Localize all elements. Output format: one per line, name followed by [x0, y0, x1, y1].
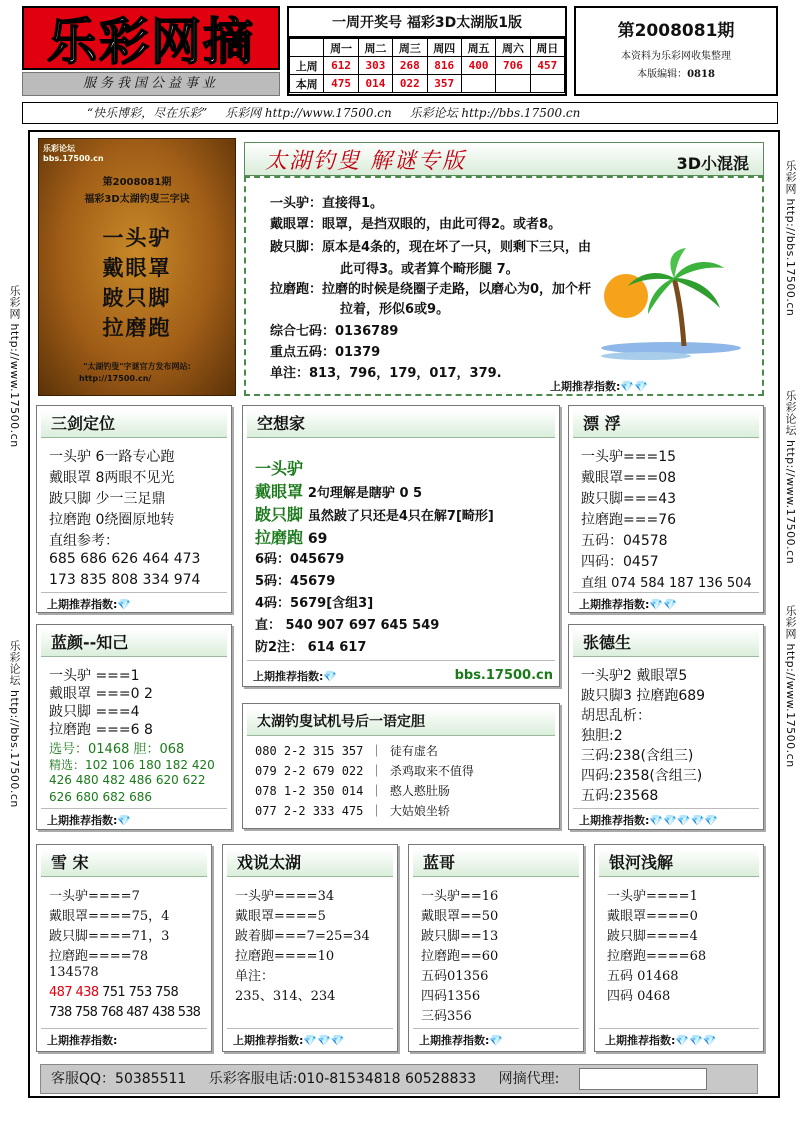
list-item: 拉磨跑===76	[581, 512, 677, 528]
issue-box	[574, 6, 778, 96]
draw-number: 816	[427, 57, 461, 75]
list-item: 跛只脚==13	[421, 929, 499, 944]
divider	[227, 1028, 393, 1029]
list-item: 235、314、234	[235, 989, 336, 1004]
list-item: 一头驴===15	[581, 449, 677, 465]
rec-index: 上期推荐指数:💎	[47, 814, 132, 827]
list-item: 拉磨跑====68	[607, 949, 707, 964]
draw-number: 706	[496, 57, 530, 75]
list-item: 五码 01468	[607, 969, 679, 984]
list-item: 拉磨跑==60	[421, 949, 499, 964]
list-item: 防2注： 614 617	[255, 640, 367, 655]
box-xishuo	[222, 844, 398, 1052]
diamond-icon: 💎💎💎💎💎	[649, 814, 718, 827]
list-item: 跛只脚===43	[581, 491, 677, 507]
list-item: 跛只脚3 拉磨跑689	[581, 688, 706, 704]
taihu-line: 戴眼罩：眼罩，是挡双眼的，由此可得2。或者8。	[270, 217, 562, 232]
list-item: 685 686 626 464 473	[49, 551, 201, 567]
list-item: 三码:238(含组三)	[581, 748, 694, 764]
list-item: 戴眼罩===08	[581, 470, 677, 486]
table-row: 078 1-2 350 014 ｜ 憨人憨肚肠	[255, 784, 450, 798]
footer-bar	[40, 1064, 758, 1094]
list-item: 一头驴====7	[49, 889, 140, 904]
box-lange	[408, 844, 584, 1052]
list-item: 173 835 808 334 974	[49, 572, 201, 588]
book-issue: 第2008081期	[102, 177, 172, 188]
list-item: 五码：04578	[581, 533, 668, 549]
divider	[41, 592, 227, 593]
list-item: 跛只脚 ===4	[49, 704, 140, 720]
diamond-icon: 💎💎💎	[303, 1034, 345, 1047]
list-item: 戴眼罩 ===0 2	[49, 686, 153, 702]
service-qq: 客服QQ：50385511	[51, 1071, 187, 1087]
box-piaofu	[568, 405, 764, 613]
draw-number	[461, 75, 495, 93]
list-item: 一头驴====1	[607, 889, 698, 904]
divider	[413, 1028, 579, 1029]
list-item: 426 480 482 486 620 622	[49, 773, 206, 787]
row-label: 本周	[290, 75, 324, 93]
taihu-line: 拉着，形似6或9。	[340, 302, 450, 317]
riddle-book-image	[38, 138, 236, 396]
draw-number	[530, 75, 564, 93]
list-item: 五码01356	[421, 969, 489, 984]
list-item: 626 680 682 686	[49, 790, 153, 804]
day-header: 周四	[427, 39, 461, 57]
book-publisher: "太湖钓叟"字谜官方发布网站:	[83, 362, 191, 371]
list-item: 直组 074 584 187 136 504	[581, 576, 752, 591]
list-item: 戴眼罩====5	[235, 909, 326, 924]
taihu-line: 单注：813，796，179，017，379.	[270, 366, 502, 381]
list-item: 134578	[49, 965, 99, 980]
draw-number: 014	[358, 75, 392, 93]
list-item: 一头驴	[255, 459, 304, 478]
draw-number	[496, 75, 530, 93]
table-row: 077 2-2 333 475 ｜ 大姑娘坐轿	[255, 804, 450, 818]
draw-number: 022	[393, 75, 427, 93]
draw-number: 457	[530, 57, 564, 75]
agent-field[interactable]	[579, 1068, 707, 1090]
box-shihao	[242, 703, 560, 829]
taihu-line: 此可得3。或者算个畸形腿 7。	[340, 262, 519, 277]
divider	[41, 808, 227, 809]
weekly-draw-table	[287, 6, 567, 96]
taihu-tag: 3D小混混	[676, 154, 749, 173]
side-text-right-bottom: 乐彩网 http://www.17500.cn	[784, 605, 797, 768]
list-item: 四码:2358(含组三)	[581, 768, 703, 784]
list-item: 一头驴 ===1	[49, 668, 140, 684]
book-stamp: 乐彩论坛	[43, 144, 75, 153]
diamond-icon: 💎	[117, 814, 132, 827]
taihu-line: 一头驴：直接得1。	[270, 196, 384, 211]
draw-number: 400	[461, 57, 495, 75]
source-note: 本资料为乐彩网收集整理	[621, 51, 731, 62]
diamond-icon: 💎💎💎	[675, 1034, 717, 1047]
diamond-icon: 💎💎	[620, 380, 648, 393]
list-item: 直组参考：	[49, 533, 119, 549]
issue-number: 第2008081期	[617, 21, 735, 41]
box-kongxiang	[242, 405, 560, 687]
rec-index: 上期推荐指数:💎💎💎💎💎	[579, 814, 718, 827]
row-label: 上周	[290, 57, 324, 75]
list-item: 拉磨跑====78	[49, 949, 149, 964]
list-item: 胡思乱析：	[581, 708, 651, 724]
taihu-line: 重点五码：01379	[270, 345, 381, 360]
palm-tree-icon	[586, 248, 756, 363]
side-text-right-mid: 乐彩论坛 http://www.17500.cn	[784, 390, 797, 565]
book-riddle: 跛只脚	[102, 285, 172, 310]
box-title: 张德生	[573, 629, 759, 657]
book-riddles	[43, 223, 231, 343]
site-link[interactable]: 乐彩网 http://www.17500.cn	[225, 106, 392, 120]
side-text-left-top: 乐彩网 http://www.17500.cn	[8, 285, 21, 448]
motto: “快乐博彩，尽在乐彩”	[87, 106, 208, 120]
box-title: 空想家	[247, 410, 555, 438]
list-item: 4码：5679[含组3]	[255, 596, 374, 611]
draw-number: 268	[393, 57, 427, 75]
list-item: 三码356	[421, 1009, 472, 1024]
divider	[573, 592, 759, 593]
rec-index: 上期推荐指数:💎💎	[579, 598, 677, 611]
box-lanyan	[36, 624, 232, 830]
draw-number: 475	[324, 75, 358, 93]
editor-line: 本版编辑：0818	[637, 69, 715, 80]
book-stamp-url: bbs.17500.cn	[43, 154, 104, 163]
list-item: 跛只脚====4	[607, 929, 698, 944]
list-item: 戴眼罩 2句理解是瞎驴 0 5	[255, 482, 423, 501]
list-item: 跛只脚====71，3	[49, 929, 170, 944]
rec-index: 上期推荐指数:💎	[47, 598, 132, 611]
box-zhangdesheng	[568, 624, 764, 830]
taihu-rec: 上期推荐指数:💎💎	[550, 380, 648, 393]
draw-number: 303	[358, 57, 392, 75]
list-item: 四码1356	[421, 989, 481, 1004]
divider	[573, 808, 759, 809]
diamond-icon: 💎	[117, 598, 132, 611]
taihu-panel-body	[244, 176, 764, 396]
list-item: 精选：102 106 180 182 420	[49, 758, 215, 772]
logo: 乐彩网摘	[22, 6, 280, 70]
list-item: 487 438 751 753 758	[49, 985, 179, 1000]
day-header: 周一	[324, 39, 358, 57]
list-item: 738 758 768 487 438 538	[49, 1005, 201, 1020]
list-item: 5码：45679	[255, 574, 336, 589]
day-header: 周二	[358, 39, 392, 57]
book-riddle: 戴眼罩	[102, 255, 172, 280]
box-yinhe	[594, 844, 764, 1052]
box-title: 三剑定位	[41, 410, 227, 438]
table-corner	[290, 39, 324, 57]
diamond-icon: 💎💎	[649, 598, 677, 611]
list-item: 拉磨跑====10	[235, 949, 335, 964]
taihu-line: 跛只脚：原本是4条的，现在坏了一只，则剩下三只，由	[270, 240, 592, 255]
list-item: 一头驴==16	[421, 889, 499, 904]
box-title: 漂 浮	[573, 410, 759, 438]
list-item: 戴眼罩====0	[607, 909, 698, 924]
divider	[599, 1028, 759, 1029]
side-text-right-top: 乐彩网 http://bbs.17500.cn	[784, 160, 797, 317]
rec-index: 上期推荐指数:💎💎💎	[605, 1034, 717, 1047]
slogan: 服务我国公益事业	[22, 72, 280, 96]
draw-table	[289, 38, 565, 93]
list-item: 戴眼罩====75，4	[49, 909, 170, 924]
list-item: 直： 540 907 697 645 549	[255, 618, 440, 633]
list-item: 拉磨跑 ===6 8	[49, 722, 153, 738]
forum-link[interactable]: bbs.17500.cn	[454, 668, 553, 683]
draw-number: 357	[427, 75, 461, 93]
list-item: 一头驴 6一路专心跑	[49, 449, 175, 465]
draw-number: 612	[324, 57, 358, 75]
taihu-line: 综合七码：0136789	[270, 324, 399, 339]
day-header: 周日	[530, 39, 564, 57]
box-title: 蓝哥	[413, 849, 579, 877]
box-sanjian	[36, 405, 232, 613]
box-title: 太湖钓叟试机号后一语定胆	[247, 708, 555, 736]
taihu-panel-header	[244, 142, 764, 176]
book-riddle: 拉磨跑	[102, 315, 172, 340]
list-item: 四码 0468	[607, 989, 671, 1004]
rec-index: 上期推荐指数:💎	[419, 1034, 504, 1047]
list-item: 四码：0457	[581, 554, 659, 570]
list-item: 跛着脚===7=25=34	[235, 929, 370, 944]
list-item: 一头驴2 戴眼罩5	[581, 668, 688, 684]
table-row: 079 2-2 679 022 ｜ 杀鸡取来不值得	[255, 764, 474, 778]
table-row	[290, 39, 565, 57]
table-row	[290, 57, 565, 75]
url-bar	[22, 102, 778, 124]
side-text-left-bottom: 乐彩论坛 http://bbs.17500.cn	[8, 640, 21, 808]
list-item: 戴眼罩 8两眼不见光	[49, 470, 175, 486]
diamond-icon: 💎	[489, 1034, 504, 1047]
list-item: 五码:23568	[581, 788, 659, 804]
day-header: 周六	[496, 39, 530, 57]
taihu-title: 太湖钓叟 解谜专版	[265, 149, 466, 174]
day-header: 周五	[461, 39, 495, 57]
service-phone: 乐彩客服电话:010-81534818 60528833	[208, 1071, 477, 1087]
table-row: 080 2-2 315 357 ｜ 徒有虚名	[255, 744, 438, 758]
divider	[41, 1028, 207, 1029]
box-title: 戏说太湖	[227, 849, 393, 877]
list-item: 跛只脚 少一三足鼎	[49, 491, 166, 507]
agent-label: 网摘代理:	[499, 1071, 726, 1087]
list-item: 独胆:2	[581, 728, 623, 744]
box-title: 雪 宋	[41, 849, 207, 877]
day-header: 周三	[393, 39, 427, 57]
book-riddle: 一头驴	[102, 225, 172, 250]
box-title: 蓝颜--知己	[41, 629, 227, 657]
diamond-icon: 💎	[323, 670, 338, 683]
forum-link[interactable]: 乐彩论坛 http://bbs.17500.cn	[409, 106, 581, 120]
list-item: 跛只脚 虽然跛了只还是4只在解7[畸形]	[255, 505, 494, 524]
list-item: 6码：045679	[255, 552, 345, 567]
box-xuesong	[36, 844, 212, 1052]
rec-index: 上期推荐指数:💎	[253, 670, 338, 683]
book-subtitle: 福彩3D太湖钓叟三字诀	[84, 194, 190, 205]
weekly-title: 一周开奖号 福彩3D太湖版1版	[289, 8, 565, 38]
table-row	[290, 75, 565, 93]
divider	[247, 660, 555, 661]
rec-index: 上期推荐指数:	[47, 1034, 118, 1047]
rec-index: 上期推荐指数:💎💎💎	[233, 1034, 345, 1047]
list-item: 选号：01468 胆：068	[49, 742, 185, 757]
book-url: http://17500.cn/	[79, 374, 152, 383]
list-item: 单注：	[235, 969, 275, 984]
list-item: 一头驴====34	[235, 889, 335, 904]
taihu-line: 拉磨跑：拉磨的时候是绕圈子走路，以磨心为0，加个杆	[270, 282, 592, 297]
list-item: 戴眼罩==50	[421, 909, 499, 924]
list-item: 拉磨跑 0绕圈原地转	[49, 512, 175, 528]
list-item: 拉磨跑 69	[255, 528, 328, 547]
box-title: 银河浅解	[599, 849, 759, 877]
